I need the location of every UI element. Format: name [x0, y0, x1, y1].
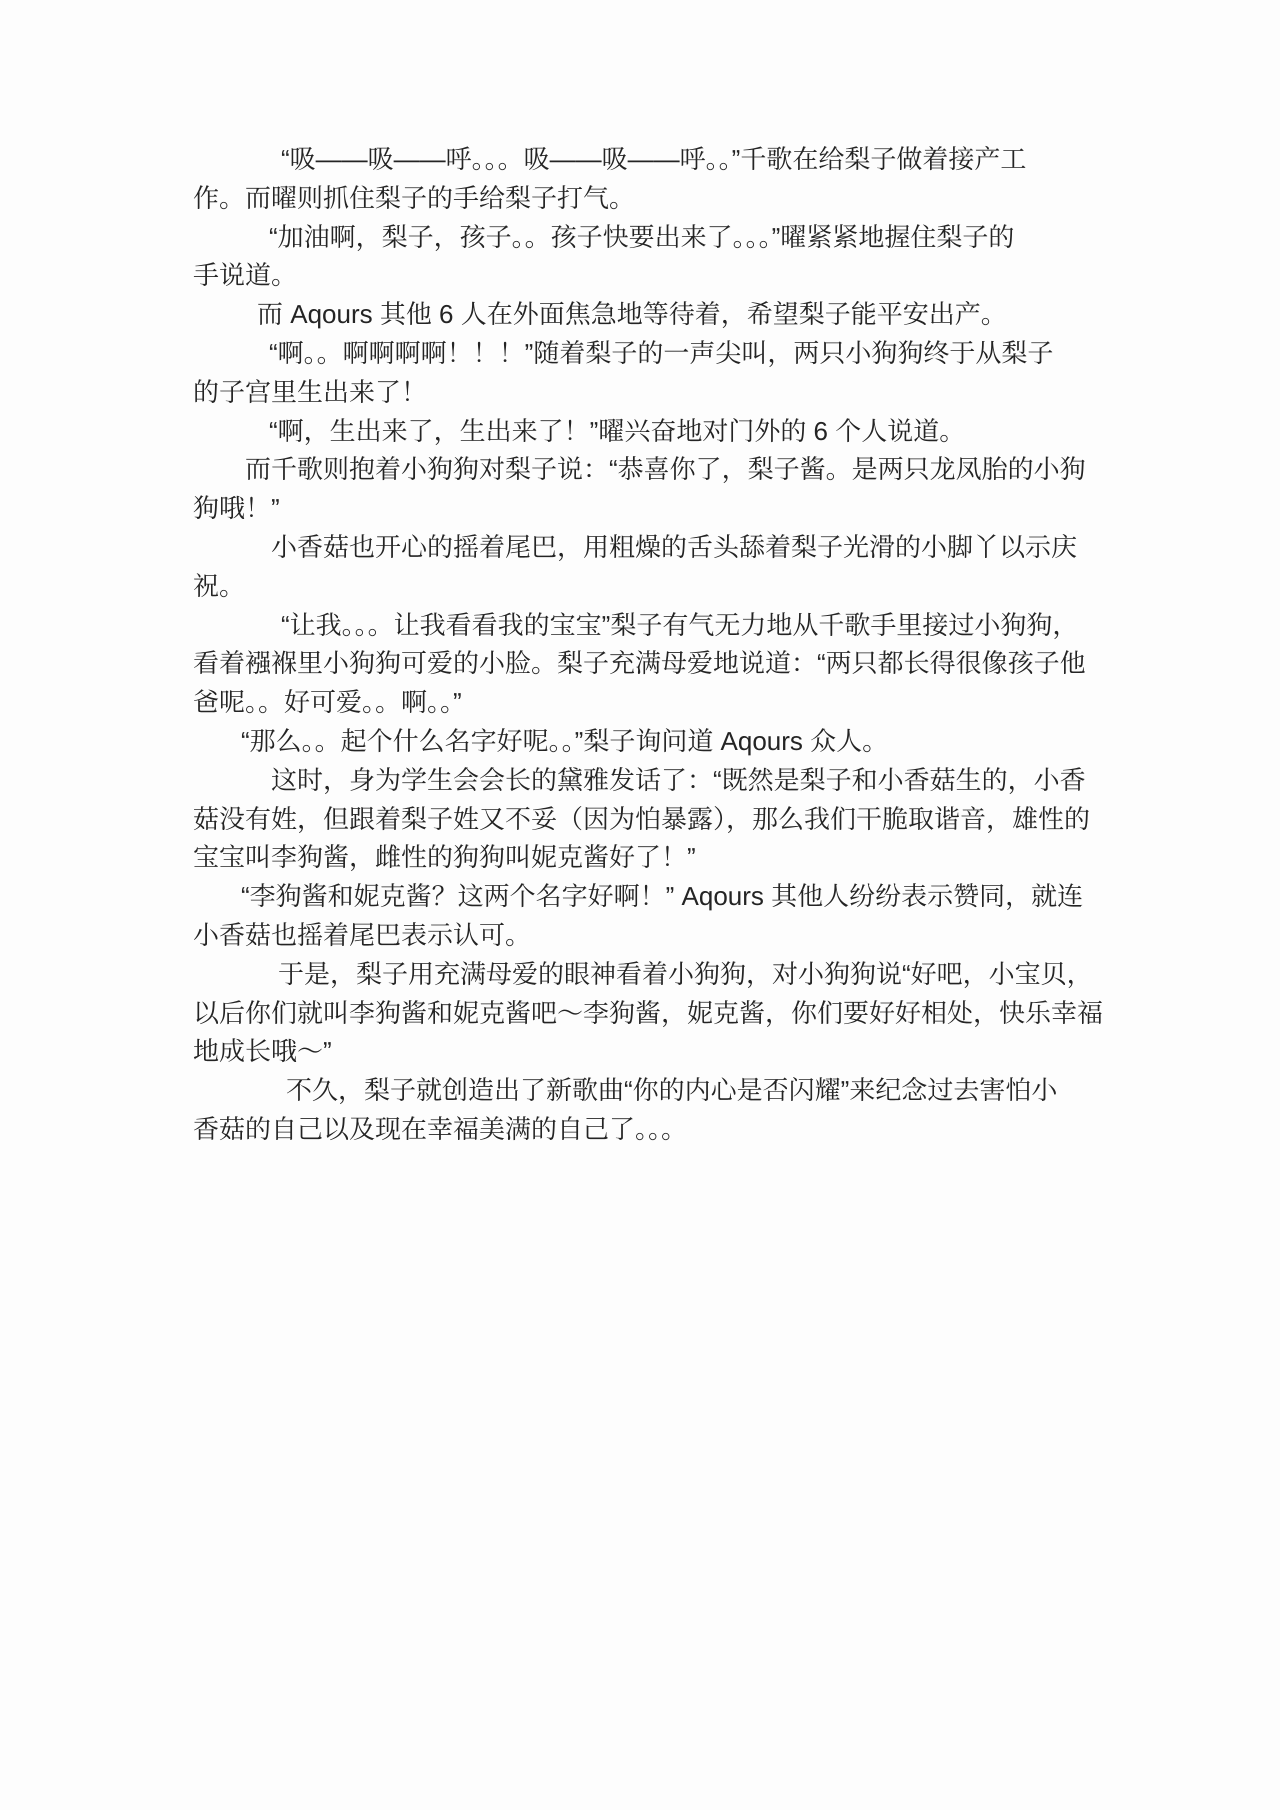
document-text	[193, 140, 1123, 1149]
text-line: 香菇的自己以及现在幸福美满的自己了。。。	[193, 1113, 688, 1144]
text-line: “啊。。啊啊啊啊！！！”随着梨子的一声尖叫，两只小狗狗终于从梨子	[269, 337, 1054, 368]
text-line: 地成长哦～”	[193, 1036, 332, 1067]
text-line: “让我。。。让我看看我的宝宝”梨子有气无力地从千歌手里接过小狗狗，	[281, 609, 1079, 640]
text-line: 狗哦！”	[193, 493, 280, 524]
text-line: “啊，生出来了，生出来了！”曜兴奋地对门外的 6 个人说道。	[269, 415, 966, 446]
text-line: “吸——吸——呼。。。吸——吸——呼。。”千歌在给梨子做着接产工	[281, 144, 1027, 174]
text-line: 而千歌则抱着小狗狗对梨子说：“恭喜你了，梨子酱。是两只龙凤胎的小狗	[245, 454, 1086, 485]
text-line: 小香菇也摇着尾巴表示认可。	[193, 919, 532, 950]
text-line: 不久，梨子就创造出了新歌曲“你的内心是否闪耀”来纪念过去害怕小	[286, 1075, 1058, 1106]
text-line: 祝。	[193, 570, 246, 601]
text-line: “加油啊，梨子，孩子。。孩子快要出来了。。。”曜紧紧地握住梨子的	[269, 221, 1015, 252]
text-line: 以后你们就叫李狗酱和妮克酱吧～李狗酱，妮克酱，你们要好好相处，快乐幸福	[193, 997, 1104, 1028]
text-line: 的子宫里生出来了！	[193, 376, 428, 407]
text-line: “那么。。起个什么名字好呢。。”梨子询问道 Aqours 众人。	[241, 725, 889, 756]
text-line: 爸呢。。好可爱。。啊。。”	[193, 687, 462, 718]
text-line: 小香菇也开心的摇着尾巴，用粗燥的舌头舔着梨子光滑的小脚丫以示庆	[271, 531, 1078, 562]
text-line: 于是，梨子用充满母爱的眼神看着小狗狗，对小狗狗说“好吧，小宝贝，	[278, 958, 1093, 989]
text-line: 宝宝叫李狗酱，雌性的狗狗叫妮克酱好了！”	[193, 842, 696, 873]
text-line: 而 Aqours 其他 6 人在外面焦急地等待着，希望梨子能平安出产。	[257, 299, 1007, 330]
text-line: 手说道。	[193, 260, 298, 291]
text-line: 作。而曜则抓住梨子的手给梨子打气。	[193, 182, 636, 213]
text-line: 看着襁褓里小狗狗可爱的小脸。梨子充满母爱地说道：“两只都长得很像孩子他	[193, 648, 1086, 679]
text-line: 菇没有姓，但跟着梨子姓又不妥（因为怕暴露），那么我们干脆取谐音，雄性的	[193, 803, 1091, 834]
text-line: “李狗酱和妮克酱？这两个名字好啊！” Aqours 其他人纷纷表示赞同，就连	[241, 881, 1084, 912]
text-line: 这时，身为学生会会长的黛雅发话了：“既然是梨子和小香菇生的，小香	[271, 764, 1086, 795]
